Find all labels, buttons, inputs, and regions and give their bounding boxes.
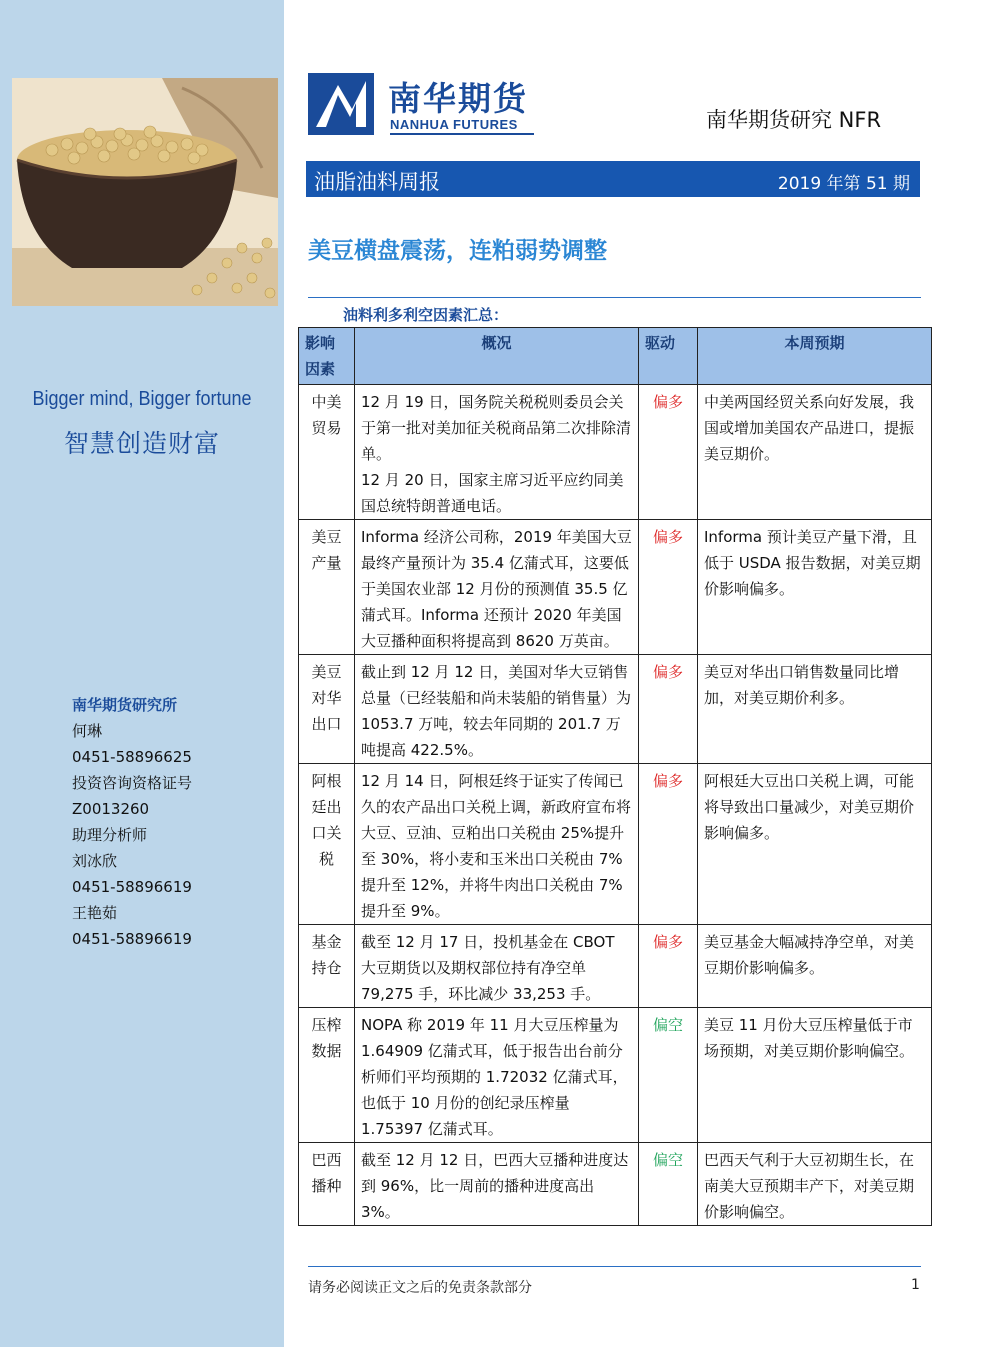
expectation-cell: 阿根廷大豆出口关税上调，可能将导致出口量减少，对美豆期价影响偏多。: [698, 764, 932, 925]
report-issue: 2019 年第 51 期: [777, 174, 910, 194]
logo-underline: [390, 133, 534, 135]
factor-cell: 阿根廷出口关税: [299, 764, 355, 925]
overview-cell: [355, 764, 639, 925]
table-row: [299, 1143, 932, 1226]
research-institute-name: 南华期货研究所: [72, 696, 178, 714]
overview-paragraph: 截至 12 月 12 日，巴西大豆播种进度达到 96%，比一周前的播种进度高出 3%。: [361, 1151, 629, 1221]
expectation-cell: 巴西天气利于大豆初期生长，在南美大豆预期丰产下，对美豆期价影响偏空。: [698, 1143, 932, 1226]
footer-divider: [308, 1266, 921, 1267]
table-row: [299, 764, 932, 925]
header-expectation: 本周预期: [698, 328, 932, 385]
overview-cell: [355, 1008, 639, 1143]
expectation-cell: Informa 预计美豆产量下滑，且低于 USDA 报告数据，对美豆期价影响偏多。: [698, 520, 932, 655]
header-drive: 驱动: [639, 328, 698, 385]
nanhua-logo-icon: [308, 73, 374, 135]
report-headline: 美豆横盘震荡，连粕弱势调整: [308, 238, 607, 264]
table-row: [299, 385, 932, 520]
drive-cell: 偏多: [639, 925, 698, 1008]
table-header-row: [299, 328, 932, 385]
factor-cell: 基金持仓: [299, 925, 355, 1008]
table-row: [299, 520, 932, 655]
logo-english-name: NANHUA FUTURES: [390, 117, 518, 132]
soybean-bowl-illustration: [12, 78, 278, 306]
drive-cell: 偏空: [639, 1143, 698, 1226]
drive-cell: 偏多: [639, 764, 698, 925]
overview-paragraph: Informa 经济公司称，2019 年美国大豆最终产量预计为 35.4 亿蒲式耳，这要低于美国农业部 12 月份的预测值 35.5 亿蒲式耳。Informa 还预计 2020 年美国大豆播种面积将提高到 8620 万英亩。: [361, 528, 632, 650]
table-row: [299, 1008, 932, 1143]
soybean-bowl-photo: [12, 78, 278, 306]
expectation-cell: 中美两国经贸关系向好发展，我国或增加美国农产品进口，提振美豆期价。: [698, 385, 932, 520]
drive-cell: 偏空: [639, 1008, 698, 1143]
drive-cell: 偏多: [639, 655, 698, 764]
expectation-cell: 美豆对华出口销售数量同比增加，对美豆期价利多。: [698, 655, 932, 764]
slogan-english: Bigger mind, Bigger fortune: [32, 388, 252, 410]
summary-title: 油料利多利空因素汇总：: [343, 306, 509, 324]
factors-table: [298, 327, 932, 1226]
qualification-label: 投资咨询资格证号: [72, 774, 193, 792]
sidebar: [0, 0, 284, 1347]
table-row: [299, 655, 932, 764]
overview-paragraph: 12 月 20 日，国家主席习近平应约同美国总统特朗普通电话。: [361, 471, 624, 515]
factor-cell: 巴西播种: [299, 1143, 355, 1226]
overview-cell: [355, 925, 639, 1008]
slogan-chinese: 智慧创造财富: [63, 429, 220, 458]
header-research-label: 南华期货研究 NFR: [706, 108, 882, 132]
assistant-phone-2: 0451-58896619: [72, 930, 192, 948]
overview-cell: [355, 1143, 639, 1226]
assistant-phone: 0451-58896619: [72, 878, 192, 896]
overview-paragraph: 12 月 14 日，阿根廷终于证实了传闻已久的农产品出口关税上调，新政府宣布将大豆、豆油、豆粕出口关税由 25%提升至 30%，将小麦和玉米出口关税由 7%提升至 12%，并将牛肉出口关税由 7%提升至 9%。: [361, 772, 632, 920]
factor-cell: 压榨数据: [299, 1008, 355, 1143]
footer-disclaimer: 请务必阅读正文之后的免责条款部分: [308, 1280, 532, 1296]
overview-cell: [355, 655, 639, 764]
logo-chinese-name: 南华期货: [388, 79, 528, 118]
report-title-bar: [306, 161, 920, 197]
overview-cell: [355, 520, 639, 655]
overview-paragraph: 12 月 19 日，国务院关税税则委员会关于第一批对美加征关税商品第二次排除清单。: [361, 393, 632, 463]
analyst-name: 何琳: [72, 722, 103, 740]
overview-paragraph: 截至 12 月 17 日，投机基金在 CBOT 大豆期货以及期权部位持有净空单 79,275 手，环比减少 33,253 手。: [361, 933, 615, 1003]
report-series-title: 油脂油料周报: [314, 170, 440, 194]
assistant-name-2: 王艳茹: [72, 904, 118, 922]
overview-paragraph: NOPA 称 2019 年 11 月大豆压榨量为 1.64909 亿蒲式耳，低于报告出台前分析师们平均预期的 1.72032 亿蒲式耳，也低于 10 月份的创纪录压榨量 1.75397 亿蒲式耳。: [361, 1016, 628, 1138]
analyst-phone: 0451-58896625: [72, 748, 192, 766]
header-factor: 影响因素: [299, 328, 355, 385]
drive-cell: 偏多: [639, 520, 698, 655]
qualification-number: Z0013260: [72, 800, 150, 818]
factor-cell: 美豆产量: [299, 520, 355, 655]
factor-cell: 中美贸易: [299, 385, 355, 520]
table-row: [299, 925, 932, 1008]
section-divider: [308, 297, 921, 298]
overview-paragraph: 截止到 12 月 12 日，美国对华大豆销售总量（已经装船和尚未装船的销售量）为 1053.7 万吨，较去年同期的 201.7 万吨提高 422.5%。: [361, 663, 632, 759]
overview-cell: [355, 385, 639, 520]
analyst-contacts: [72, 692, 272, 952]
assistant-label: 助理分析师: [72, 826, 148, 844]
header-overview: 概况: [355, 328, 639, 385]
factor-cell: 美豆对华出口: [299, 655, 355, 764]
assistant-name: 刘冰欣: [72, 852, 118, 870]
page-number: 1: [911, 1277, 920, 1293]
expectation-cell: 美豆基金大幅减持净空单，对美豆期价影响偏多。: [698, 925, 932, 1008]
company-logo: [308, 73, 548, 135]
expectation-cell: 美豆 11 月份大豆压榨量低于市场预期，对美豆期价影响偏空。: [698, 1008, 932, 1143]
drive-cell: 偏多: [639, 385, 698, 520]
